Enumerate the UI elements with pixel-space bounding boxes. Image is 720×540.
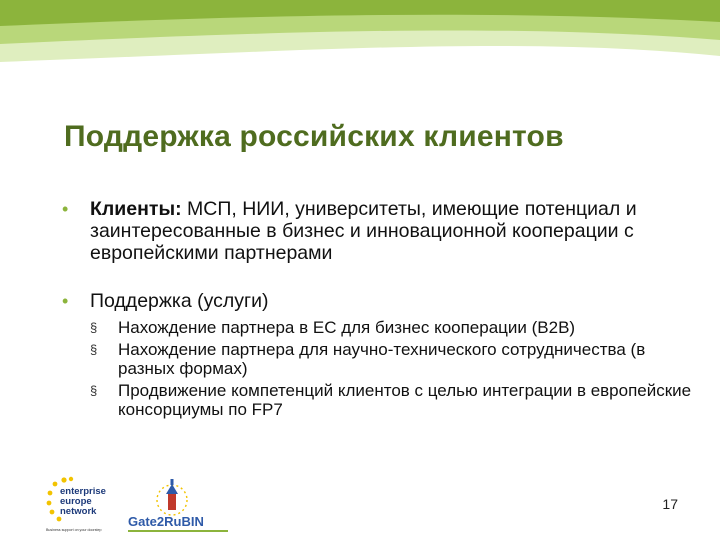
een-logo-line-2: europe [60, 496, 92, 507]
sub-bullet-text: Продвижение компетенций клиентов с целью интеграции в европейские консорциумы по FP7 [118, 380, 692, 419]
bullet-clients-label: Клиенты: [90, 198, 182, 220]
bullet-clients-text: МСП, НИИ, университеты, имеющие потенциал и заинтересованные в бизнес и инновационной кооперации с европейскими партнерами [90, 198, 637, 264]
page-number: 17 [662, 496, 678, 512]
sub-bullet-item [90, 318, 702, 338]
een-logo-line-3: network [60, 506, 97, 517]
bullet-clients [62, 198, 702, 264]
header-decorative-band [0, 0, 720, 100]
bullet-dot-icon: • [62, 291, 69, 311]
sub-bullet-text: Нахождение партнера для научно-технического сотрудничества (в разных формах) [118, 339, 646, 378]
sub-bullet-item [90, 381, 702, 420]
slide-title: Поддержка российских клиентов [64, 120, 564, 153]
enterprise-europe-network-logo [44, 474, 114, 534]
bullet-support [62, 290, 702, 420]
bullet-support-text: Поддержка (услуги) [90, 290, 269, 312]
square-bullet-icon: § [90, 341, 98, 357]
een-logo-line-1: enterprise [60, 486, 106, 497]
bullet-list [62, 198, 702, 446]
bullet-dot-icon: • [62, 199, 69, 219]
support-sublist [90, 318, 702, 420]
gate2rubin-logo-text: Gate2RuBIN [128, 514, 204, 529]
gate2rubin-logo [126, 476, 236, 538]
square-bullet-icon: § [90, 320, 98, 335]
sub-bullet-item [90, 340, 702, 379]
een-logo-tagline: Business support on your doorstep [46, 528, 102, 532]
sub-bullet-text: Нахождение партнера в ЕС для бизнес кооперации (B2B) [118, 318, 576, 337]
square-bullet-icon: § [90, 382, 98, 398]
